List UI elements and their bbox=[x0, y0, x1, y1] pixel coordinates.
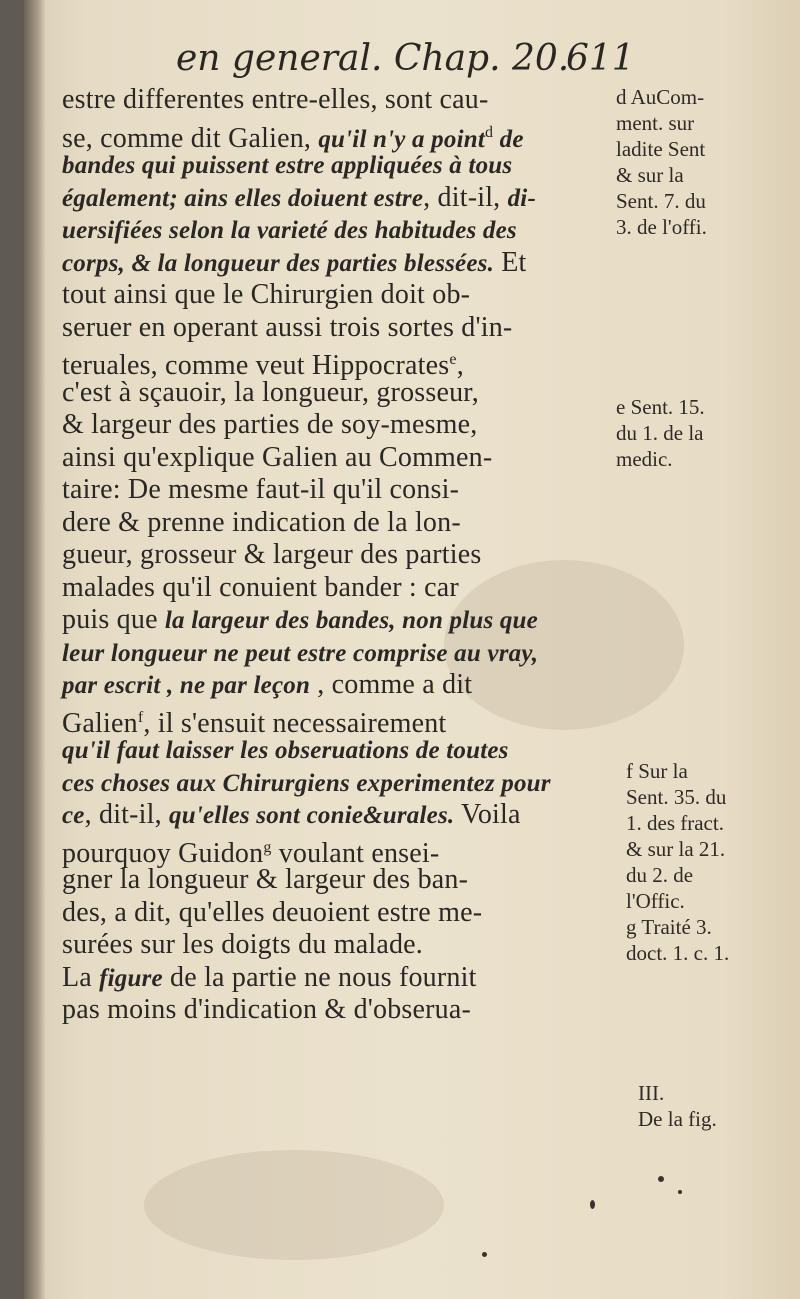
text-run: pas moins d'indication & d'obserua- bbox=[62, 994, 472, 1025]
text-run: , bbox=[456, 350, 464, 381]
text-run: surées sur les doigts du malade. bbox=[62, 929, 423, 960]
text-line bbox=[62, 507, 628, 540]
text-line bbox=[62, 604, 628, 637]
ink-speck bbox=[678, 1190, 682, 1194]
italic-quote: bandes qui puissent estre appliquées à tous bbox=[62, 152, 513, 179]
text-line bbox=[62, 962, 628, 995]
text-line bbox=[62, 182, 628, 215]
text-run: voulant ensei- bbox=[271, 837, 440, 869]
text-line bbox=[62, 637, 628, 670]
italic-quote: ce bbox=[62, 802, 85, 829]
margin-note-line: e Sent. 15. bbox=[616, 395, 705, 419]
italic-quote: également; ains elles doiuent estre bbox=[62, 184, 424, 212]
text-run: & largeur des parties de soy-mesme, bbox=[62, 409, 478, 440]
book-page bbox=[24, 0, 800, 1299]
italic-quote: corps, & la longueur des parties blessées. bbox=[62, 249, 495, 277]
page-number: 611 bbox=[566, 38, 635, 79]
text-line bbox=[62, 117, 628, 154]
text-run: Voila bbox=[454, 799, 521, 830]
text-line bbox=[62, 702, 628, 739]
text-line bbox=[62, 799, 628, 832]
running-head: en general. Chap. 20. bbox=[176, 38, 570, 79]
text-line bbox=[62, 864, 628, 897]
text-run: taire: De mesme faut-il qu'il consi- bbox=[62, 474, 460, 505]
margin-note-line: g Traité 3. bbox=[626, 915, 712, 939]
text-line bbox=[62, 214, 628, 247]
margin-note-line: & sur la 21. bbox=[626, 837, 726, 861]
text-run: se, comme dit Galien, bbox=[62, 122, 319, 154]
italic-quote: par escrit , ne par leçon bbox=[62, 672, 311, 699]
text-line bbox=[62, 572, 628, 605]
text-line bbox=[62, 669, 628, 702]
text-line bbox=[62, 994, 628, 1027]
paper-stain bbox=[144, 1150, 444, 1260]
text-run: puis que bbox=[62, 604, 165, 635]
margin-note-f bbox=[626, 758, 729, 966]
gutter-shadow bbox=[24, 0, 46, 1299]
text-run: La bbox=[62, 961, 100, 993]
text-run: tout ainsi que le Chirurgien doit ob- bbox=[62, 279, 471, 310]
margin-note-line: du 2. de bbox=[626, 863, 694, 887]
text-run: gner la longueur & largeur des ban- bbox=[62, 864, 469, 895]
margin-note-line: doct. 1. c. 1. bbox=[626, 941, 730, 965]
margin-note-line: f Sur la bbox=[626, 759, 688, 783]
text-line bbox=[62, 279, 628, 312]
italic-quote: di- bbox=[507, 184, 536, 212]
ink-speck bbox=[590, 1200, 595, 1209]
margin-note-line: III. bbox=[638, 1081, 665, 1105]
margin-note-e bbox=[616, 394, 705, 472]
margin-note-line: d AuCom- bbox=[616, 85, 705, 109]
text-line bbox=[62, 312, 628, 345]
text-run: ainsi qu'explique Galien au Commen- bbox=[62, 441, 493, 473]
margin-note-d bbox=[616, 84, 707, 240]
text-line bbox=[62, 84, 628, 117]
text-line bbox=[62, 767, 628, 800]
text-run: , comme a dit bbox=[310, 669, 473, 700]
italic-quote: qu'il n'y a point bbox=[318, 125, 485, 153]
text-run: des, a dit, qu'elles deuoient estre me- bbox=[62, 896, 483, 928]
text-line bbox=[62, 897, 628, 930]
italic-quote: qu'elles sont conie&urales. bbox=[169, 802, 455, 829]
text-run: estre differentes entre-elles, sont cau- bbox=[62, 84, 489, 115]
text-line bbox=[62, 539, 628, 572]
margin-note-line: 1. des fract. bbox=[626, 811, 724, 835]
italic-quote: la largeur des bandes, non plus que bbox=[164, 607, 538, 634]
text-run: seruer en operant aussi trois sortes d'in- bbox=[62, 311, 513, 343]
text-run: gueur, grosseur & largeur des parties bbox=[62, 539, 482, 570]
note-reference-mark: e bbox=[449, 351, 457, 368]
margin-note-section-iii bbox=[638, 1080, 717, 1132]
text-run: Galien bbox=[62, 707, 138, 739]
margin-note-line: 3. de l'offi. bbox=[616, 215, 707, 239]
italic-quote: figure bbox=[99, 964, 163, 992]
note-reference-mark: f bbox=[137, 708, 144, 726]
page-header bbox=[24, 38, 800, 86]
text-line bbox=[62, 734, 628, 767]
italic-quote: de bbox=[493, 125, 524, 153]
margin-note-line: & sur la bbox=[616, 163, 684, 187]
margin-note-line: ment. sur bbox=[616, 111, 695, 135]
note-reference-mark: d bbox=[484, 123, 494, 141]
margin-note-line: Sent. 7. du bbox=[616, 189, 706, 213]
ink-speck bbox=[482, 1252, 487, 1257]
italic-quote: ces choses aux Chirurgiens experimentez pour bbox=[62, 769, 551, 797]
text-line bbox=[62, 442, 628, 475]
text-line bbox=[62, 149, 628, 182]
margin-note-line: du 1. de la bbox=[616, 421, 704, 445]
text-run: dere & prenne indication de la lon- bbox=[62, 506, 461, 538]
text-line bbox=[62, 377, 628, 410]
margin-note-line: l'Offic. bbox=[626, 889, 685, 913]
text-run: , dit-il, bbox=[84, 799, 170, 830]
text-line bbox=[62, 474, 628, 507]
text-run: , il s'ensuit necessairement bbox=[143, 707, 447, 739]
text-line bbox=[62, 247, 628, 280]
margin-note-line: ladite Sent bbox=[616, 137, 706, 161]
margin-note-line: medic. bbox=[616, 447, 673, 471]
text-run: Et bbox=[494, 246, 527, 278]
text-line bbox=[62, 409, 628, 442]
text-line bbox=[62, 929, 628, 962]
text-run: malades qu'il conuient bander : car bbox=[62, 571, 459, 603]
main-text-column bbox=[62, 84, 628, 1027]
text-run: c'est à sçauoir, la longueur, grosseur, bbox=[62, 376, 479, 408]
italic-quote: uersifiées selon la varieté des habitudes des bbox=[62, 217, 517, 244]
text-run: teruales, comme veut Hippocrates bbox=[62, 350, 450, 381]
text-line bbox=[62, 344, 628, 381]
italic-quote: qu'il faut laisser les obseruations de toutes bbox=[62, 737, 509, 764]
text-run: de la partie ne nous fournit bbox=[162, 961, 477, 993]
ink-speck bbox=[658, 1176, 664, 1182]
note-reference-mark: g bbox=[263, 838, 272, 856]
text-run: pourquoy Guidon bbox=[62, 837, 264, 869]
text-run: , dit-il, bbox=[423, 181, 508, 213]
margin-note-line: De la fig. bbox=[638, 1107, 717, 1131]
text-line bbox=[62, 832, 628, 869]
margin-note-line: Sent. 35. du bbox=[626, 785, 727, 809]
italic-quote: leur longueur ne peut estre comprise au vray, bbox=[62, 639, 539, 667]
